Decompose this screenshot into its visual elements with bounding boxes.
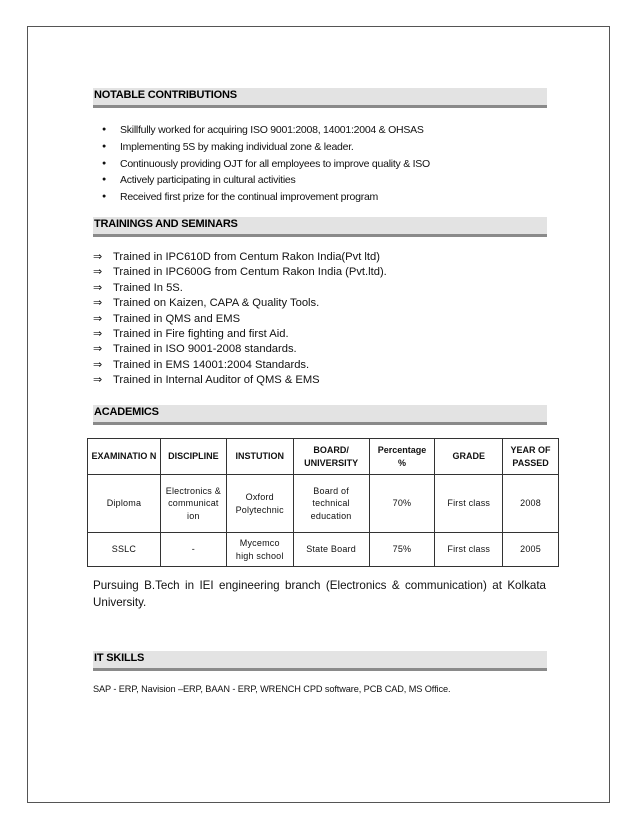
training-text: Trained in EMS 14001:2004 Standards. (113, 358, 310, 371)
column-header: GRADE (435, 439, 503, 475)
table-cell: 70% (369, 475, 435, 533)
table-cell: 2005 (503, 533, 559, 567)
training-text: Trained in IPC610D from Centum Rakon India(Pvt ltd) (113, 251, 380, 263)
table-cell: Board of technical education (293, 475, 369, 533)
list-item: ● Received first prize for the continual improvement program (100, 189, 430, 206)
table-cell: SSLC (88, 533, 161, 567)
training-text: Trained in QMS and EMS (113, 312, 241, 325)
training-text: Trained in IPC600G from Centum Rakon India (Pvt.ltd). (113, 266, 387, 279)
table-cell: 75% (369, 533, 435, 567)
list-item: ● Continuously providing OJT for all employees to improve quality & ISO (100, 156, 430, 173)
table-row (88, 475, 559, 533)
arrow-right-icon: ⇒ (93, 358, 103, 371)
list-item (93, 281, 387, 296)
column-header: EXAMINATIO N (88, 439, 161, 475)
table-cell: - (160, 533, 226, 567)
section-header-it-skills (93, 651, 547, 671)
list-item: ● Skillfully worked for acquiring ISO 9001:2008, 14001:2004 & OHSAS (100, 122, 430, 139)
list-item (93, 250, 387, 265)
table-cell: Mycemco high school (226, 533, 293, 567)
section-title: IT SKILLS (94, 652, 145, 664)
training-text: Trained In 5S. (113, 281, 183, 294)
column-header: Percentage % (369, 439, 435, 475)
arrow-right-icon: ⇒ (93, 297, 103, 310)
list-item (93, 373, 387, 388)
column-header: INSTUTION (226, 439, 293, 475)
column-header: YEAR OF PASSED (503, 439, 559, 475)
column-header: BOARD/ UNIVERSITY (293, 439, 369, 475)
table-cell: Diploma (88, 475, 161, 533)
arrow-right-icon: ⇒ (93, 343, 103, 356)
training-text: Trained in Internal Auditor of QMS & EMS (113, 374, 320, 387)
arrow-right-icon: ⇒ (93, 266, 103, 279)
pursuing-paragraph: Pursuing B.Tech in IEI engineering branch (Electronics & communication) at Kolkata University. (93, 579, 546, 609)
arrow-right-icon: ⇒ (93, 374, 103, 387)
table-cell: Electronics & communicat ion (160, 475, 226, 533)
it-skills-text: SAP - ERP, Navision –ERP, BAAN - ERP, WRENCH CPD software, PCB CAD, MS Office. (93, 684, 451, 694)
list-item (93, 296, 387, 311)
table-cell: Oxford Polytechnic (226, 475, 293, 533)
table-cell: 2008 (503, 475, 559, 533)
training-text: Trained in ISO 9001-2008 standards. (113, 343, 297, 356)
arrow-right-icon: ⇒ (93, 312, 103, 325)
section-title: NOTABLE CONTRIBUTIONS (94, 89, 237, 101)
list-item (93, 358, 387, 373)
list-item (93, 265, 387, 280)
list-item (93, 342, 387, 357)
section-header-notable-contributions (93, 88, 547, 108)
table-cell: First class (435, 475, 503, 533)
section-title: TRAININGS AND SEMINARS (94, 218, 238, 230)
table-cell: First class (435, 533, 503, 567)
arrow-right-icon: ⇒ (93, 251, 103, 263)
training-text: Trained on Kaizen, CAPA & Quality Tools. (113, 297, 320, 310)
section-header-academics (93, 405, 547, 425)
list-item: ● Implementing 5S by making individual zone & leader. (100, 139, 430, 156)
list-item: ● Actively participating in cultural activities (100, 172, 430, 189)
table-header-row (88, 439, 559, 475)
section-header-trainings (93, 217, 547, 237)
trainings-list (93, 250, 387, 389)
arrow-right-icon: ⇒ (93, 281, 103, 294)
contributions-list (100, 122, 430, 206)
column-header: DISCIPLINE (160, 439, 226, 475)
academics-table (87, 438, 559, 567)
arrow-right-icon: ⇒ (93, 327, 103, 340)
table-row (88, 533, 559, 567)
section-title: ACADEMICS (94, 406, 159, 418)
table-cell: State Board (293, 533, 369, 567)
training-text: Trained in Fire fighting and first Aid. (113, 327, 289, 340)
list-item (93, 327, 387, 342)
list-item (93, 312, 387, 327)
